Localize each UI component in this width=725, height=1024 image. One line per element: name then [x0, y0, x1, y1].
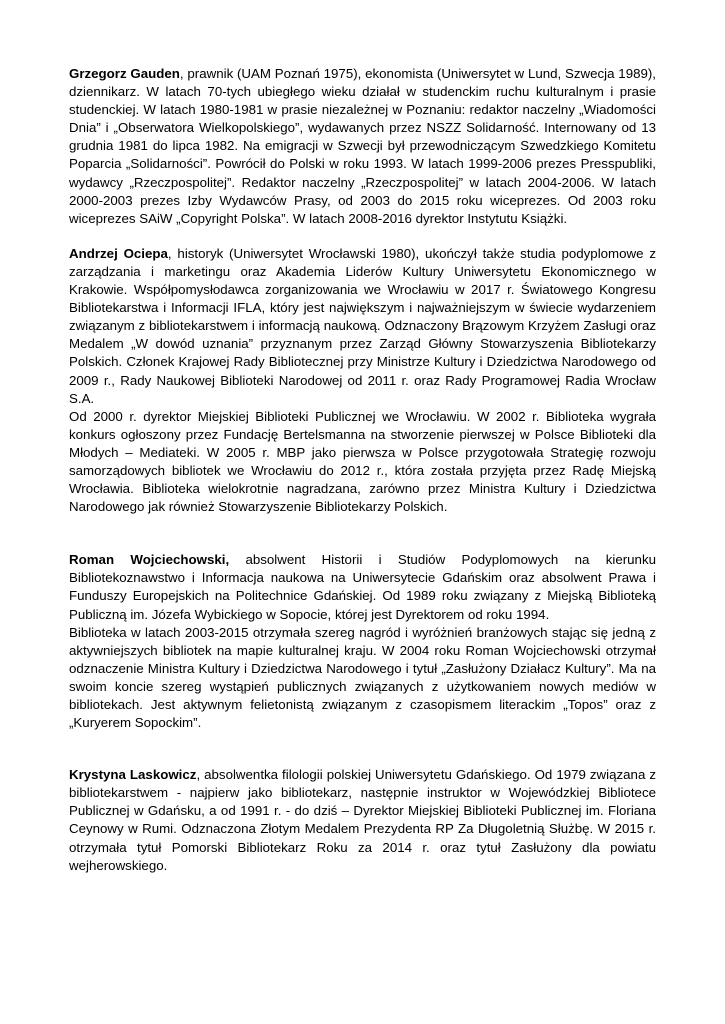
person-name: Andrzej Ociepa [69, 245, 168, 261]
bio-paragraph [69, 766, 656, 875]
bio-text: , prawnik (UAM Poznań 1975), ekonomista (Uniwersytet w Lund, Szwecja 1989), dziennikarz. W latach 70-tych ubiegłego wieku działał w studenckim ruchu kulturalnym i prasie studenckiej. W latach 1980-1981 w prasie niezależnej w Poznaniu: redaktor naczelny „Wiadomości Dnia” i „Obserwatora Wielkopolskiego”, wydawanych przez NSZZ Solidarność. Internowany od 13 grudnia 1981 do lipca 1982. Na emigracji w Szwecji był przewodniczącym Szwedzkiego Komitetu Poparcia „Solidarności”. Powrócił do Polski w roku 1993. W latach 1999-2006 prezes Presspubliki, wydawcy „Rzeczpospolitej”. Redaktor naczelny „Rzeczpospolitej” w latach 2004-2006. W latach 2000-2003 prezes Izby Wydawców Prasy, od 2003 do 2015 roku wiceprezes. Od 2003 roku wiceprezes SAiW „Copyright Polska”. W latach 2008-2016 dyrektor Instytutu Książki. [69, 66, 656, 226]
bio-roman-wojciechowski [69, 551, 656, 732]
bio-paragraph: Biblioteka w latach 2003-2015 otrzymała szereg nagród i wyróżnień branżowych stając się jedną z aktywniejszych bibliotek na mapie kulturalnej kraju. W 2004 roku Roman Wojciechowski otrzymał odznaczenie Ministra Kultury i Dziedzictwa Narodowego i tytuł „Zasłużony Działacz Kultury”. Ma na swoim koncie szereg wystąpień publicznych związanych z użytkowaniem nowych mediów w bibliotekach. Jest aktywnym felietonistą związanym z czasopismem literackim „Topos” oraz z „Kuryerem Sopockim”. [69, 624, 656, 731]
bio-paragraph [69, 65, 656, 228]
person-name: Roman Wojciechowski, [69, 552, 230, 568]
bio-text: absolwent Historii i Studiów Podyplomowych na kierunku Bibliotekoznawstwo i Informacja naukowa na Uniwersytecie Gdańskim oraz absolwent Prawa i Funduszy Europejskich na Politechnice Gdańskiej. Od 1989 roku związany z Miejską Biblioteką Publiczną im. Józefa Wybickiego w Sopocie, której jest Dyrektorem od roku 1994. [69, 552, 656, 622]
document-page [69, 65, 656, 875]
bio-andrzej-ociepa [69, 245, 656, 516]
bio-text: , historyk (Uniwersytet Wrocławski 1980), ukończył także studia podyplomowe z zarządzania i marketingu oraz Akademia Liderów Kultury Uniwersytetu Ekonomicznego w Krakowie. Współpomysłodawca zorganizowania we Wrocławiu w 2017 r. Światowego Kongresu Bibliotekarstwa i Informacji IFLA, który jest największym i najważniejszym w świecie wydarzeniem związanym z bibliotekarstwem i informacją naukową. Odznaczony Brązowym Krzyżem Zasługi oraz Medalem „W dowód uznania” przyznanym przez Zarząd Główny Stowarzyszenia Bibliotekarzy Polskich. Członek Krajowej Rady Bibliotecznej przy Ministrze Kultury i Dziedzictwa Narodowego od 2009 r., Rady Naukowej Biblioteki Narodowej od 2011 r. oraz Rady Programowej Radia Wrocław S.A. [69, 245, 656, 406]
bio-paragraph [69, 245, 656, 408]
bio-paragraph [69, 551, 656, 623]
bio-grzegorz-gauden [69, 65, 656, 228]
bio-text: , absolwentka filologii polskiej Uniwersytetu Gdańskiego. Od 1979 związana z bibliotekarstwem - najpierw jako bibliotekarz, następnie instruktor w Wojewódzkiej Bibliotece Publicznej w Gdańsku, a od 1991 r. - do dziś – Dyrektor Miejskiej Biblioteki Publicznej im. Floriana Ceynowy w Rumi. Odznaczona Złotym Medalem Prezydenta RP Za Długoletnią Służbę. W 2015 r. otrzymała tytuł Pomorski Bibliotekarz Roku za 2014 r. oraz tytuł Zasłużony dla powiatu wejherowskiego. [69, 767, 656, 873]
bio-krystyna-laskowicz [69, 766, 656, 875]
bio-paragraph: Od 2000 r. dyrektor Miejskiej Biblioteki Publicznej we Wrocławiu. W 2002 r. Biblioteka wygrała konkurs ogłoszony przez Fundację Bertelsmanna na stworzenie pierwszej w Polsce Biblioteki dla Młodych – Mediateki. W 2005 r. MBP jako pierwsza w Polsce przygotowała Strategię rozwoju samorządowych bibliotek we Wrocławiu do 2012 r., która została przyjęta przez Radę Miejską Wrocławia. Biblioteka wielokrotnie nagradzana, zarówno przez Ministra Kultury i Dziedzictwa Narodowego jak również Stowarzyszenie Bibliotekarzy Polskich. [69, 408, 656, 515]
person-name: Grzegorz Gauden [69, 66, 180, 81]
person-name: Krystyna Laskowicz [69, 767, 197, 783]
